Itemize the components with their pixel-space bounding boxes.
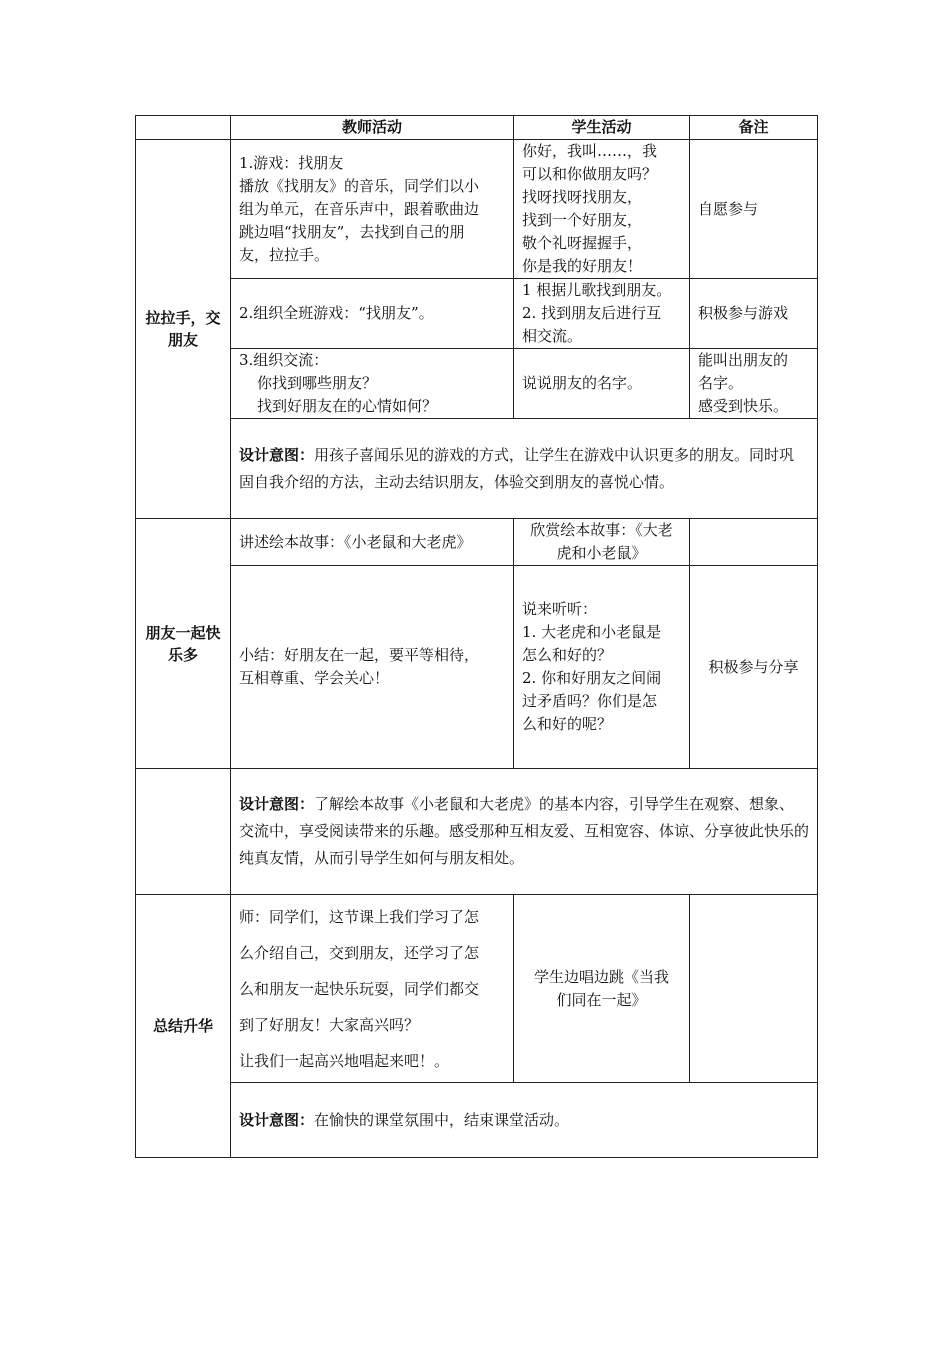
text-line: 1 根据儿歌找到朋友。: [522, 281, 672, 299]
text-line: 1. 大老虎和小老鼠是: [522, 623, 662, 641]
section2-row2-teacher: [231, 566, 514, 769]
text-line: 小结：好朋友在一起，要平等相待，: [239, 646, 480, 664]
section2-row1: [136, 519, 818, 566]
section1-row3-student: 说说朋友的名字。: [514, 349, 690, 419]
section2-row1-teacher: 讲述绘本故事：《小老鼠和大老虎》: [231, 519, 514, 566]
section1-design-intent: [231, 419, 818, 519]
section1-row3-teacher: [231, 349, 514, 419]
text-line: 么和好的呢？: [522, 715, 613, 733]
header-note: 备注: [690, 116, 818, 140]
section2-row2-student: [514, 566, 690, 769]
header-teacher-activity: 教师活动: [231, 116, 514, 140]
section3-row1-note: [690, 895, 818, 1083]
section2-row2: [136, 566, 818, 769]
text-line: 你是我的好朋友！: [522, 257, 643, 275]
text-line: 敬个礼呀握握手，: [522, 234, 643, 252]
text-line: 播放《找朋友》的音乐，同学们以小: [239, 176, 480, 195]
text-line: 过矛盾吗？你们是怎: [522, 692, 658, 710]
text-line: 师：同学们，这节课上我们学习了怎: [239, 907, 480, 926]
section1-row2: [136, 279, 818, 349]
text-line: 找呀找呀找朋友，: [522, 188, 643, 206]
design-intent-text: 用孩子喜闻乐见的游戏的方式，让学生在游戏中认识更多的朋友。同时巩固自我介绍的方法，主动去结识朋友，体验交到朋友的喜悦心情。: [239, 445, 795, 491]
design-intent-label: 设计意图：: [239, 1110, 315, 1129]
section1-row1-note: 自愿参与: [690, 140, 818, 279]
text-line: 找到好朋友在的心情如何？: [257, 397, 438, 415]
text-line: 虎和小老鼠》: [556, 544, 647, 562]
section2-row1-student: [514, 519, 690, 566]
text-line: 可以和你做朋友吗？: [522, 165, 658, 183]
header-student-activity: 学生活动: [514, 116, 690, 140]
text-line: 么介绍自己，交到朋友，还学习了怎: [239, 943, 480, 962]
text-line: 让我们一起高兴地唱起来吧！。: [239, 1051, 450, 1070]
lesson-plan-table: [135, 115, 818, 1158]
section1-title: [136, 140, 231, 519]
section3-title: [136, 895, 231, 1158]
text-line: 找到一个好朋友，: [522, 211, 643, 229]
section3-row1-teacher: [231, 895, 514, 1083]
text-line: 说来听听：: [522, 600, 598, 618]
section3-row1: [136, 895, 818, 1083]
text-line: 相交流。: [522, 327, 583, 345]
text-line: 名字。: [698, 374, 744, 392]
section3-title-text: 总结升华: [152, 1017, 213, 1035]
text-line: 学生边唱边跳《当我: [533, 967, 669, 986]
header-empty-cell: [136, 116, 231, 140]
text-line: 到了好朋友！大家高兴吗？: [239, 1015, 420, 1034]
text-line: 你好，我叫……，我: [522, 142, 658, 160]
section1-row2-note: 积极参与游戏: [690, 279, 818, 349]
text-line: 感受到快乐。: [698, 397, 789, 415]
section2-design-row: [136, 769, 818, 895]
section3-row1-student: [514, 895, 690, 1083]
section1-design-row: [136, 419, 818, 519]
section2-row1-note: [690, 519, 818, 566]
text-line: 跳边唱“找朋友”，去找到自己的朋: [239, 222, 465, 241]
text-line: 欣赏绘本故事：《大老: [530, 521, 673, 539]
section3-design-row: [136, 1083, 818, 1158]
section2-row2-note: 积极参与分享: [690, 566, 818, 769]
section1-row2-teacher: 2.组织全班游戏：“找朋友”。: [231, 279, 514, 349]
design-intent-label: 设计意图：: [239, 795, 315, 813]
section2-title-text: 朋友一起快乐多: [145, 623, 221, 664]
text-line: 怎么和好的？: [522, 646, 613, 664]
section2-design-empty-cell: [136, 769, 231, 895]
text-line: 组为单元，在音乐声中，跟着歌曲边: [239, 199, 480, 218]
text-line: 们同在一起》: [556, 990, 647, 1009]
text-line: 么和朋友一起快乐玩耍，同学们都交: [239, 979, 480, 998]
design-intent-label: 设计意图：: [239, 445, 315, 464]
section3-design-intent: [231, 1083, 818, 1158]
section2-title: [136, 519, 231, 769]
text-line: 能叫出朋友的: [698, 351, 789, 369]
text-line: 1.游戏：找朋友: [239, 153, 344, 172]
design-intent-text: 在愉快的课堂氛围中，结束课堂活动。: [314, 1110, 570, 1129]
text-line: 2. 找到朋友后进行互: [522, 304, 662, 322]
section1-row1-teacher: [231, 140, 514, 279]
section1-row1: [136, 140, 818, 279]
text-line: 2. 你和好朋友之间闹: [522, 669, 662, 687]
section1-row3-note: [690, 349, 818, 419]
section1-title-text: 拉拉手，交朋友: [145, 309, 221, 349]
section2-design-intent: [231, 769, 818, 895]
text-line: 3.组织交流：: [239, 351, 329, 369]
design-intent-text: 了解绘本故事《小老鼠和大老虎》的基本内容，引导学生在观察、想象、交流中，享受阅读带来的乐趣。感受那种互相友爱、互相宽容、体谅、分享彼此快乐的纯真友情，从而引导学生如何与朋友相处。: [239, 795, 810, 867]
text-line: 友，拉拉手。: [239, 245, 330, 264]
section1-row3: [136, 349, 818, 419]
header-row: [136, 116, 818, 140]
section1-row1-student: [514, 140, 690, 279]
text-line: 互相尊重、学会关心！: [239, 669, 390, 687]
text-line: 你找到哪些朋友？: [257, 374, 378, 392]
section1-row2-student: [514, 279, 690, 349]
